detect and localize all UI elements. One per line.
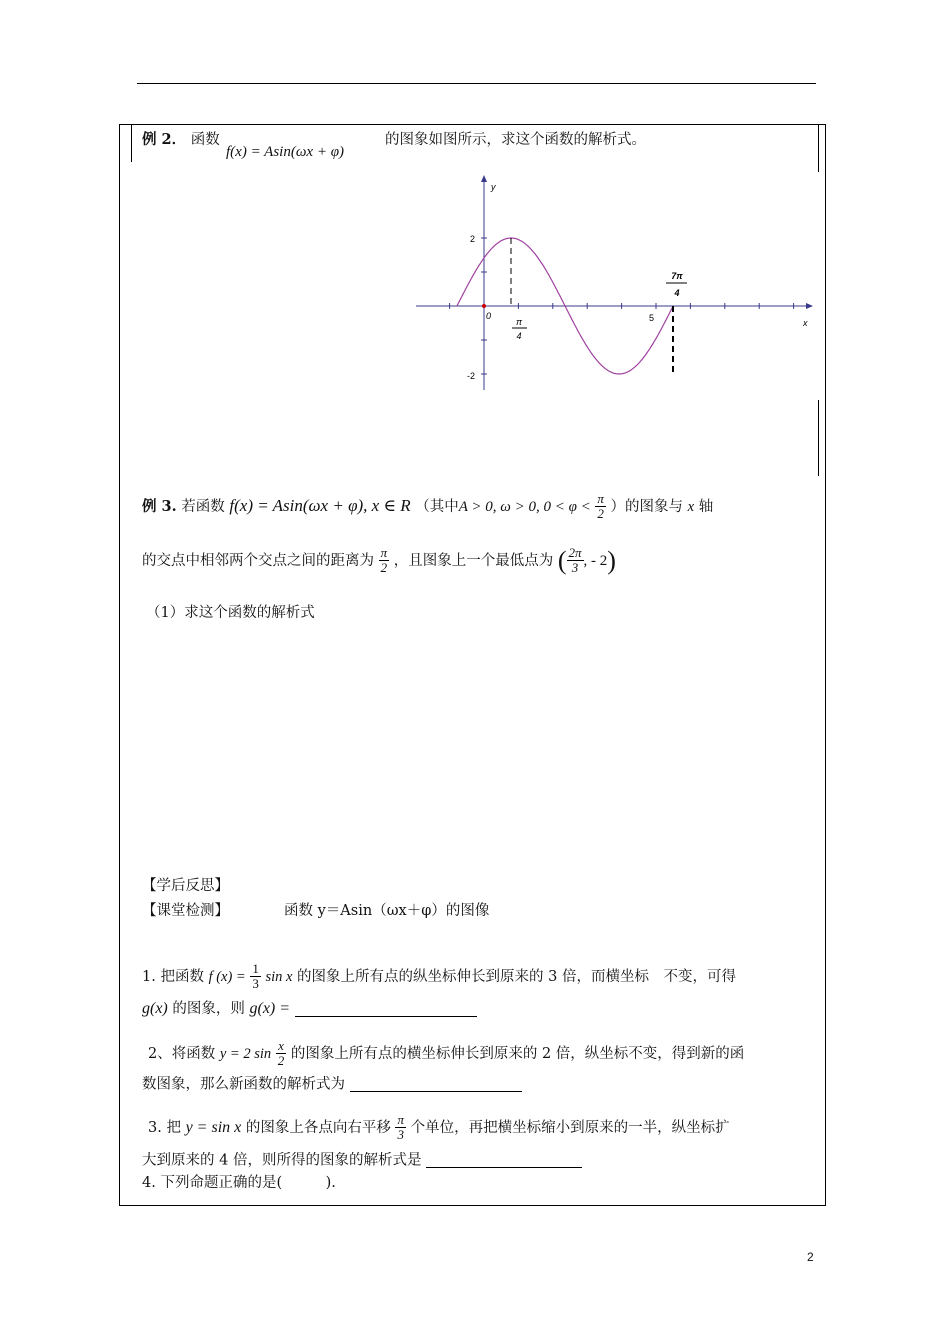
example-3-formula: f(x) = Asin(ωx + φ), x ∈ R	[229, 495, 411, 515]
example-3-line-2-pre: 的交点中相邻两个交点之间的距离为	[142, 552, 374, 569]
origin-label: 0	[486, 311, 492, 321]
example-2-formula: f(x) = Asin(ωx + φ)	[226, 144, 344, 160]
q2-pre: 2、将函数	[148, 1045, 216, 1062]
question-3-line-2	[142, 1153, 582, 1168]
example-3-line-2	[142, 546, 616, 576]
seven-pi-over-4-num: 7π	[671, 271, 683, 281]
class-check-title: 函数 y＝Asin（ωx＋φ）的图像	[284, 903, 490, 919]
example-2-line	[142, 133, 220, 148]
example-3-line-2-mid: ，且图象上一个最低点为	[393, 552, 554, 569]
point-rest: , - 2	[583, 552, 608, 569]
q1-post: 的图象上所有点的纵坐标伸长到原来的 3 倍，而横坐标 不变，可得	[297, 968, 736, 985]
q2-answer-blank[interactable]	[350, 1077, 522, 1092]
y-axis-label: y	[491, 182, 496, 192]
q1-l2: 的图象，则	[172, 1001, 245, 1017]
point-fraction: $\frac{2\pi}{3}$	[568, 545, 582, 576]
frame-inner-right-mid	[818, 400, 819, 476]
header-rule	[137, 83, 816, 84]
question-3-line-1	[148, 1113, 730, 1143]
q3-y: y = sin x	[185, 1118, 242, 1136]
example-3-x: x	[687, 498, 695, 515]
example-3-post2: 轴	[698, 498, 714, 515]
q1-g: g(x)	[142, 1000, 168, 1017]
question-4: 4. 下列命题正确的是( ).	[142, 1175, 336, 1191]
tick-5-label: 5	[649, 313, 655, 323]
q2-l2: 数图象，那么新函数的解析式为	[142, 1076, 345, 1093]
question-1-line-1	[142, 962, 736, 992]
q3-mid: 的图象上各点向右平移	[245, 1119, 391, 1136]
q2-post: 的图象上所有点的横坐标伸长到原来的 2 倍，纵坐标不变，得到新的函	[290, 1045, 745, 1062]
x-axis-label: x	[803, 318, 808, 328]
q1-f: f (x) =	[208, 968, 246, 985]
example-3-line-1	[142, 492, 713, 522]
q3-pre: 3. 把	[148, 1119, 181, 1136]
seven-pi-over-4-den: 4	[674, 288, 680, 298]
q1-sin: sin x	[265, 968, 293, 985]
distance-fraction: $\frac{\pi}{2}$	[380, 545, 388, 576]
pi-over-4-num: π	[515, 317, 523, 327]
q1-pre: 1. 把函数	[142, 968, 204, 985]
example-2-pre: 函数	[190, 132, 220, 148]
y-max-label: 2	[470, 234, 476, 244]
example-3-condition: A > 0, ω > 0, 0 < φ <	[458, 498, 591, 515]
q3-answer-blank[interactable]	[426, 1153, 582, 1168]
frame-inner-right-top	[818, 124, 819, 172]
x-over-2-fraction: $\frac{x}{2}$	[277, 1038, 285, 1069]
example-2-label: 例 2．	[142, 131, 187, 148]
left-paren: (	[557, 545, 567, 575]
example-3-cond-pre: （其中	[415, 498, 459, 515]
q1-answer-blank[interactable]	[295, 1002, 477, 1017]
question-2-line-2	[142, 1077, 522, 1092]
question-2-line-1	[148, 1039, 744, 1069]
right-paren: )	[607, 545, 616, 575]
reflection-heading: 【学后反思】	[142, 878, 229, 894]
q1-g2: g(x) =	[249, 1000, 291, 1017]
example-2-post: 的图象如图所示，求这个函数的解析式。	[385, 132, 646, 148]
pi-over-4-den: 4	[516, 331, 522, 341]
pi-over-2-fraction: $\frac{\pi}{2}$	[597, 491, 604, 522]
q2-y: y = 2 sin	[219, 1045, 272, 1062]
sine-graph	[405, 168, 825, 390]
q3-post: 个单位，再把横坐标缩小到原来的一半，纵坐标扩	[410, 1119, 730, 1136]
example-3-pre: 若函数	[181, 498, 225, 515]
example-3-post: ）的图象与	[610, 498, 684, 515]
pi-over-3-fraction: $\frac{\pi}{3}$	[397, 1112, 404, 1143]
one-third-fraction: $\frac{1}{3}$	[252, 961, 259, 992]
page-number: 2	[807, 1250, 814, 1264]
origin-point	[482, 304, 486, 308]
example-3-label: 例 3.	[142, 497, 177, 515]
frame-inner-left	[131, 124, 132, 162]
q3-l2: 大到原来的 4 倍，则所得的图象的解析式是	[142, 1152, 422, 1169]
question-1-line-2	[142, 1001, 477, 1017]
y-min-label: -2	[467, 371, 476, 381]
class-check-heading: 【课堂检测】	[142, 903, 229, 919]
example-3-question-1: （1）求这个函数的解析式	[146, 605, 315, 621]
